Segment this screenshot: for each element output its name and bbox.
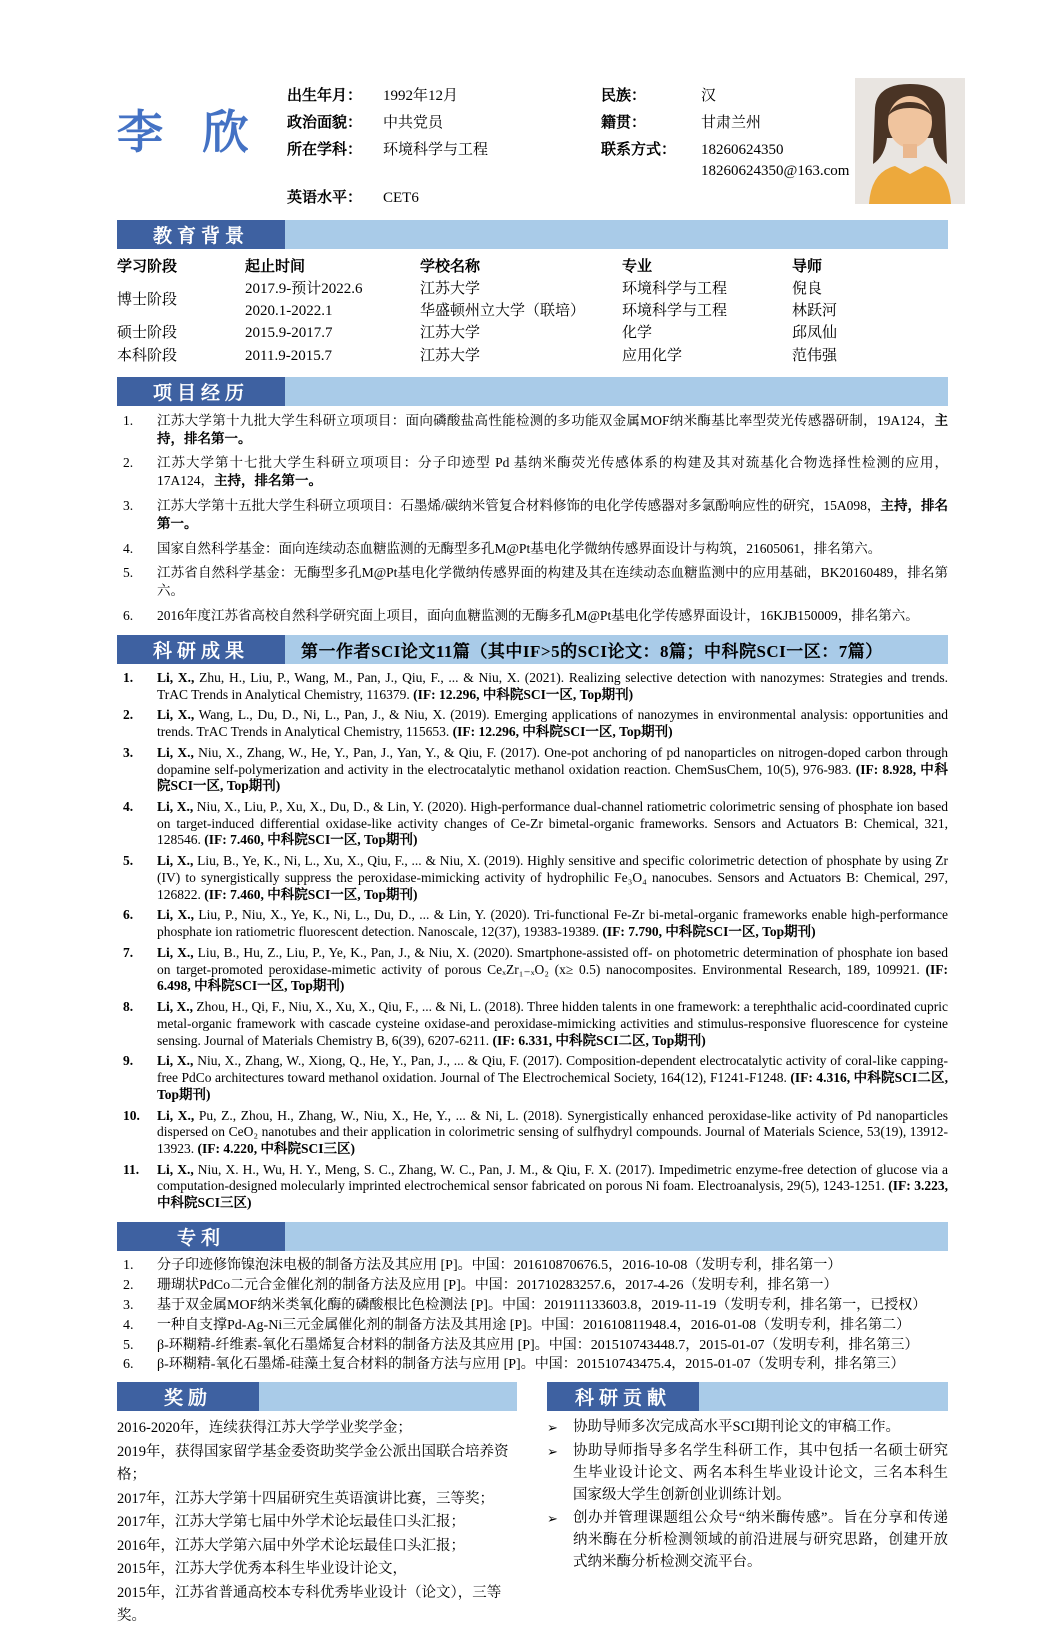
pub-citation: Zhou, H., Qi, F., Niu, X., Xu, X., Qiu, F., ... & Ni, L. (2018). Three hidden talents in one framework: a terephthalic acid-coordinated cupric metal-organic framework with cascade cysteine oxidase-and peroxidase-mimicking activities and stimulus-responsive fluorescence for cysteine sensing. Journal of Materials Chemistry B, 6(39), 6207-6211. — [157, 999, 948, 1048]
pub-citation: Niu, X., Zhang, W., He, Y., Pan, J., Yan, Y., & Qiu, F. (2017). One-pot anchoring of pd nanoparticles on nitrogen-doped carbon through dopamine self-polymerization and activity in the electrocatalytic methanol oxidation reaction. ChemSusChem, 10(5), 976-983. — [157, 744, 948, 777]
pub-first-author: Li, X., — [157, 999, 194, 1015]
info-value contact-value: 18260624350 18260624350@163.com — [701, 141, 850, 180]
edu-school: 江苏大学 — [420, 280, 481, 297]
list-item — [117, 1337, 948, 1355]
item-number: 6. — [123, 1357, 134, 1373]
list-item — [117, 999, 948, 1049]
edu-time: 2017.9-预计2022.6 — [245, 280, 363, 297]
project-role: 主持，排名第一。 — [214, 473, 322, 489]
pub-impact-factor: (IF: 8.928, 中科院SCI一区, Top期刊) — [157, 761, 949, 794]
edu-time: 2011.9-2015.7 — [245, 347, 332, 364]
info-label: 英语水平： — [287, 190, 363, 206]
education-header-row — [117, 253, 948, 278]
section-title-awards: 奖励 — [117, 1382, 259, 1411]
item-number: 1. — [123, 669, 134, 685]
project-role: 主持，排名第一。 — [157, 498, 949, 531]
list-item — [117, 799, 948, 849]
publications-summary: 第一作者SCI论文11篇（其中IF>5的SCI论文：8篇；中科院SCI一区：7篇） — [301, 641, 883, 661]
column-header: 起止时间 — [245, 258, 306, 275]
pub-impact-factor: (IF: 12.296, 中科院SCI一区, Top期刊) — [452, 724, 673, 740]
section-title-contributions: 科研贡献 — [547, 1382, 699, 1411]
patent-text: β-环糊精-氧化石墨烯-硅藻土复合材料的制备方法与应用 [P]。中国：201510743475.4，2015-01-07（发明专利，排名第三） — [157, 1357, 905, 1373]
section-bar-fill — [259, 1382, 517, 1411]
list-item — [547, 1508, 948, 1573]
list-item — [117, 412, 948, 448]
edu-major: 环境科学与工程 — [622, 303, 728, 319]
list-item — [117, 1317, 948, 1335]
education-table — [117, 253, 948, 367]
section-title-patents: 专利 — [117, 1222, 285, 1251]
pub-citation: Niu, X. H., Wu, H. Y., Meng, S. C., Zhang, W. C., Pan, J. M., & Qiu, F. X. (2017). Impedimetric enzyme-free detection of glucose via a computation-designed molecularly imprinted electrochemical sensor fabricated on porous Ni foam. Electroanalysis, 29(5), 1243-1251. — [157, 1161, 948, 1194]
info-value: 中共党员 — [383, 114, 444, 131]
item-number: 8. — [123, 999, 134, 1015]
pub-first-author: Li, X., — [157, 853, 194, 869]
item-number: 11. — [123, 1161, 140, 1177]
patent-text: 基于双金属MOF纳米类氧化酶的磷酸根比色检测法 [P]。中国：201911133603.8，2019-11-19（发明专利，排名第一，已授权） — [157, 1297, 927, 1313]
list-item — [117, 907, 948, 940]
pub-first-author: Li, X., — [157, 1053, 194, 1069]
info-value: 汉 — [701, 88, 717, 104]
list-item — [117, 945, 948, 995]
table-row — [117, 345, 948, 367]
list-item — [117, 707, 948, 740]
list-item — [117, 607, 948, 625]
pub-first-author: Li, X., — [157, 1107, 195, 1123]
pub-first-author: Li, X., — [157, 907, 195, 923]
project-text: 国家自然科学基金：面向连续动态血糖监测的无酶型多孔M@Pt基电化学微纳传感界面设计与构筑，21605061，排名第六。 — [157, 540, 882, 556]
item-number: 3. — [123, 744, 134, 760]
personal-info — [287, 78, 849, 210]
pub-first-author: Li, X., — [157, 944, 194, 960]
column-header: 学习阶段 — [117, 258, 178, 275]
edu-major: 化学 — [622, 325, 653, 342]
edu-stage: 硕士阶段 — [117, 325, 178, 342]
project-text: 2016年度江苏省高校自然科学研究面上项目，面向血糖监测的无酶多孔M@Pt基电化学传感界面设计，16KJB150009，排名第六。 — [157, 608, 919, 624]
info-label: 出生年月： — [287, 88, 363, 104]
item-number: 3. — [123, 498, 134, 513]
section-title-projects: 项目经历 — [117, 377, 285, 406]
project-text: 江苏大学第十七批大学生科研立项项目：分子印迹型 Pd 基纳米酶荧光传感体系的构建及其对巯基化合物选择性检测的应用，17A124， — [157, 455, 948, 489]
project-text: 江苏大学第十五批大学生科研立项项目：石墨烯/碳纳米管复合材料修饰的电化学传感器对多氯酚响应性的研究，15A098， — [157, 498, 881, 513]
contributions-column — [547, 1382, 948, 1628]
list-item — [117, 670, 948, 703]
info-label: 联系方式： — [601, 141, 677, 158]
profile-photo-illustration — [855, 78, 965, 204]
project-role: 主持，排名第一。 — [157, 412, 948, 446]
publications-list — [117, 670, 948, 1212]
pub-citation: Niu, X., Liu, P., Xu, X., Du, D., & Lin, Y. (2020). High-performance dual-channel ratiometric colorimetric sensing of phosphate ion based on target-induced differential oxidase-like activity changes of Ce-Zr bimetal-organic frameworks. Sensors and Actuators B: Chemical, 321, 128546. — [157, 799, 948, 848]
pub-citation: Pu, Z., Zhou, H., Zhang, W., Niu, X., He, Y., ... & Ni, L. (2018). Synergistically enhanced peroxidase-like activity of Pd nanoparticles dispersed on CeO₂ nanotubes and their application in colorimetric sensing of sulfhydryl compounds. Journal of Materials Science, 53(19), 13912-13923. — [157, 1107, 948, 1156]
section-bar-fill — [285, 377, 948, 406]
award-item: 2015年，江苏省普通高校本专科优秀毕业设计（论文），三等奖。 — [117, 1584, 502, 1625]
table-row — [117, 278, 948, 300]
award-item: 2017年，江苏大学第十四届研究生英语演讲比赛，三等奖； — [117, 1490, 494, 1507]
item-number: 4. — [123, 1317, 134, 1333]
item-number: 9. — [123, 1053, 134, 1069]
arrow-bullet-icon: ➢ — [547, 1511, 558, 1527]
table-row — [117, 322, 948, 344]
list-item — [117, 540, 948, 558]
pub-citation: Niu, X., Zhang, W., Xiong, Q., He, Y., Pan, J., ... & Qiu, F. (2017). Composition-dependent electrocatalytic activity of coral-like capping-free PdCo architectures toward methanol oxidation. Journal of The Electrochemical Society, 164(12), F1241-F1248. — [157, 1053, 948, 1086]
award-item: 2017年，江苏大学第七届中外学术论坛最佳口头汇报； — [117, 1514, 465, 1531]
edu-advisor: 邱凤仙 — [792, 325, 838, 342]
pub-impact-factor: (IF: 7.460, 中科院SCI一区, Top期刊) — [204, 832, 418, 848]
section-bar-education — [117, 220, 948, 249]
item-number: 7. — [123, 944, 134, 960]
item-number: 6. — [123, 907, 134, 923]
info-value: 甘肃兰州 — [701, 114, 762, 131]
edu-advisor: 倪良 — [792, 280, 823, 297]
person-name: 李 欣 — [117, 107, 263, 158]
arrow-bullet-icon: ➢ — [547, 1420, 558, 1436]
awards-list — [117, 1417, 517, 1628]
project-text: 江苏省自然科学基金：无酶型多孔M@Pt基电化学微纳传感界面的构建及其在连续动态血糖监测中的应用基础，BK20160489，排名第六。 — [157, 565, 948, 599]
item-number: 1. — [123, 1257, 134, 1273]
info-value — [701, 188, 849, 210]
pub-impact-factor: (IF: 12.296, 中科院SCI一区, Top期刊) — [413, 686, 634, 702]
item-number: 4. — [123, 799, 134, 815]
section-bar-awards — [117, 1382, 517, 1411]
patent-text: 一种自支撑Pd-Ag-Ni三元金属催化剂的制备方法及其用途 [P]。中国：201610811948.4，2016-01-08（发明专利，排名第二） — [157, 1317, 911, 1333]
edu-advisor: 范伟强 — [792, 347, 838, 364]
award-item: 2016年，江苏大学第六届中外学术论坛最佳口头汇报； — [117, 1537, 465, 1554]
patent-text: β-环糊精-纤维素-氧化石墨烯复合材料的制备方法及其应用 [P]。中国：201510743448.7，2015-01-07（发明专利，排名第三） — [157, 1337, 919, 1353]
edu-time: 2020.1-2022.1 — [245, 303, 333, 319]
list-item — [117, 745, 948, 795]
edu-school: 江苏大学 — [420, 347, 481, 364]
pub-impact-factor: (IF: 7.790, 中科院SCI一区, Top期刊) — [602, 924, 816, 940]
pub-impact-factor: (IF: 7.460, 中科院SCI一区, Top期刊) — [204, 886, 418, 902]
list-item — [117, 564, 948, 600]
edu-stage: 博士阶段 — [117, 291, 178, 308]
pub-first-author: Li, X., — [157, 669, 195, 685]
pub-first-author: Li, X., — [157, 707, 195, 723]
edu-advisor: 林跃河 — [792, 303, 838, 319]
profile-photo — [855, 78, 965, 204]
contribution-text: 协助导师多次完成高水平SCI期刊论文的审稿工作。 — [573, 1419, 901, 1436]
list-item — [117, 1277, 948, 1295]
pub-impact-factor: (IF: 3.223, 中科院SCI三区) — [157, 1178, 949, 1211]
section-title-publications: 科研成果 — [117, 635, 285, 664]
info-label: 籍贯： — [601, 114, 647, 131]
pub-first-author: Li, X., — [157, 744, 194, 760]
info-value: 1992年12月 — [383, 88, 459, 104]
item-number: 1. — [123, 412, 134, 428]
edu-stage: 本科阶段 — [117, 347, 178, 364]
list-item — [117, 1257, 948, 1275]
awards-column — [117, 1382, 517, 1628]
award-item: 2015年，江苏大学优秀本科生毕业设计论文， — [117, 1561, 407, 1578]
section-bar-fill — [285, 1222, 948, 1251]
info-label: 民族： — [601, 88, 647, 104]
item-number: 5. — [123, 565, 134, 581]
item-number: 6. — [123, 608, 134, 624]
column-header: 导师 — [792, 258, 823, 275]
section-bar-projects — [117, 377, 948, 406]
list-item — [547, 1417, 948, 1439]
project-text: 江苏大学第十九批大学生科研立项项目：面向磷酸盐高性能检测的多功能双金属MOF纳米酶基比率型荧光传感器研制，19A124， — [157, 412, 935, 428]
item-number: 5. — [123, 853, 134, 869]
section-bar-fill — [285, 635, 948, 664]
pub-first-author: Li, X., — [157, 1161, 194, 1177]
list-item — [117, 454, 948, 490]
edu-school: 华盛顿州立大学（联培） — [420, 303, 586, 319]
section-bar-publications — [117, 635, 948, 664]
contributions-list — [547, 1417, 948, 1573]
contribution-text: 协助导师指导多名学生科研工作，其中包括一名硕士研究生毕业设计论文、两名本科生毕业设计论文，三名本科生国家级大学生创新创业训练计划。 — [573, 1443, 948, 1503]
info-value: 环境科学与工程 — [383, 141, 489, 158]
section-bar-fill — [699, 1382, 948, 1411]
pub-impact-factor: (IF: 4.220, 中科院SCI三区) — [197, 1140, 355, 1156]
pub-citation: Liu, B., Ye, K., Ni, L., Xu, X., Qiu, F., ... & Niu, X. (2019). Highly sensitive and specific colorimetric detection of phosphate by using Zr (IV) to synergistically suppress the peroxidase-mimicking activity of hydrophilic Fe₃O₄ nanocubes. Sensors and Actuators B: Chemical, 297, 126822. — [157, 853, 948, 902]
list-item — [117, 1162, 948, 1212]
list-item — [117, 1356, 948, 1374]
patent-text: 珊瑚状PdCo二元合金催化剂的制备方法及应用 [P]。中国：201710283257.6，2017-4-26（发明专利，排名第一） — [157, 1277, 838, 1293]
info-label: 所在学科： — [287, 141, 363, 158]
award-item: 2016-2020年，连续获得江苏大学学业奖学金； — [117, 1420, 412, 1437]
pub-citation: Liu, P., Niu, X., Ye, K., Ni, L., Du, D., ... & Lin, Y. (2020). Tri-functional Fe-Zr bi-metal-organic frameworks enable high-performance phosphate ion ratiometric fluorescent detection. Nanoscale, 12(37), 19383-19389. — [157, 907, 948, 940]
pub-impact-factor: (IF: 6.331, 中科院SCI二区, Top期刊) — [492, 1032, 706, 1048]
pub-impact-factor: (IF: 6.498, 中科院SCI一区, Top期刊) — [157, 961, 948, 994]
item-number: 5. — [123, 1337, 134, 1353]
list-item — [117, 1108, 948, 1158]
edu-time: 2015.9-2017.7 — [245, 325, 333, 342]
patents-list — [117, 1257, 948, 1374]
award-item: 2019年，获得国家留学基金委资助奖学金公派出国联合培养资格； — [117, 1443, 509, 1484]
header — [117, 78, 948, 210]
list-item — [117, 1053, 948, 1103]
section-title-education: 教育背景 — [117, 220, 285, 249]
section-bar-contributions — [547, 1382, 948, 1411]
contribution-text: 创办并管理课题组公众号“纳米酶传感”。旨在分享和传递纳米酶在分析检测领域的前沿进展与研究思路，创建开放式纳米酶分析检测交流平台。 — [573, 1510, 948, 1570]
projects-list — [117, 412, 948, 625]
item-number: 2. — [123, 707, 134, 723]
patent-text: 分子印迹修饰镍泡沫电极的制备方法及其应用 [P]。中国：201610870676.5，2016-10-08（发明专利，排名第一） — [157, 1257, 842, 1273]
item-number: 2. — [123, 455, 134, 471]
section-bar-fill — [285, 220, 948, 249]
pub-citation: Liu, B., Hu, Z., Liu, P., Ye, K., Pan, J., & Niu, X. (2020). Smartphone-assisted off- on photometric determination of phosphate ion based on target-promoted peroxidase-mimetic activity of porous CeₓZr₁₋ₓO₂ (x≥ 0.5) nanocomposites. Environmental Research, 189, 109921. — [157, 944, 948, 977]
pub-first-author: Li, X., — [157, 799, 194, 815]
info-label: 政治面貌： — [287, 114, 363, 131]
pub-impact-factor: (IF: 4.316, 中科院SCI二区, Top期刊) — [157, 1070, 948, 1102]
edu-school: 江苏大学 — [420, 325, 481, 342]
item-number: 10. — [123, 1107, 140, 1123]
bottom-columns — [117, 1382, 948, 1628]
column-header: 学校名称 — [420, 258, 481, 275]
item-number: 4. — [123, 540, 134, 556]
arrow-bullet-icon: ➢ — [547, 1444, 558, 1460]
section-bar-patents — [117, 1222, 948, 1251]
list-item — [117, 497, 948, 533]
edu-major: 环境科学与工程 — [622, 280, 728, 297]
pub-citation: Zhu, H., Liu, P., Wang, M., Pan, J., Qiu, F., ... & Niu, X. (2021). Realizing selective detection with nanozymes: Strategies and trends. TrAC Trends in Analytical Chemistry, 116379. — [157, 669, 948, 702]
info-value: CET6 — [383, 190, 419, 206]
item-number: 3. — [123, 1297, 134, 1313]
info-label — [601, 188, 701, 210]
item-number: 2. — [123, 1277, 134, 1293]
list-item — [117, 1297, 948, 1315]
edu-major: 应用化学 — [622, 347, 683, 364]
list-item — [117, 853, 948, 903]
pub-citation: Wang, L., Du, D., Ni, L., Pan, J., & Niu, X. (2019). Emerging applications of nanozymes in environmental analysis: opportunities and trends. TrAC Trends in Analytical Chemistry, 115653. — [157, 707, 948, 740]
column-header: 专业 — [622, 258, 653, 275]
